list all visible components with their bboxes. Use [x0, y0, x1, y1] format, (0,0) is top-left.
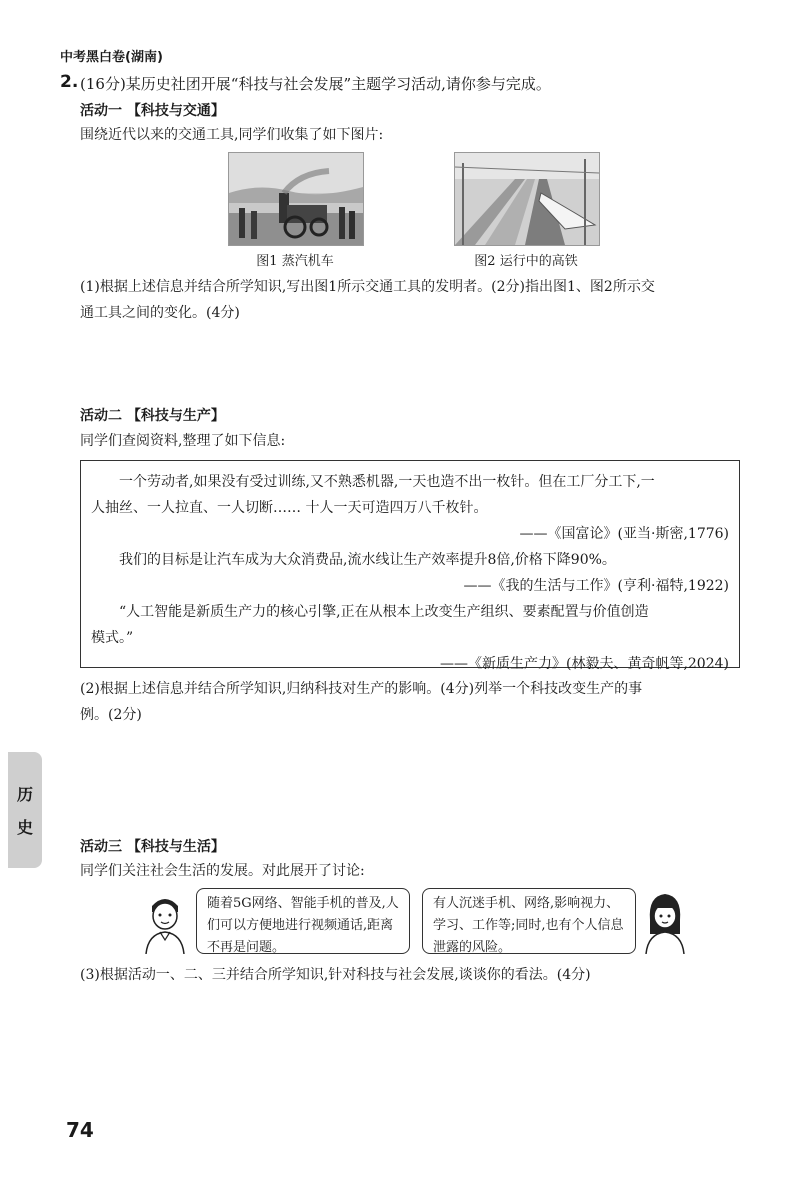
quote1-line2: 人抽丝、一人拉直、一人切断…… 十人一天可造四万八千枚针。 [91, 500, 488, 516]
figure1-caption: 图1 蒸汽机车 [256, 254, 334, 269]
side-tab-char2: 史 [16, 818, 33, 837]
figure1-steam-locomotive [228, 152, 364, 246]
activity2-lead: 同学们查阅资料,整理了如下信息: [80, 433, 286, 449]
question2-line1: (2)根据上述信息并结合所学知识,归纳科技对生产的影响。(4分)列举一个科技改变生产的事 [80, 681, 643, 697]
steam-locomotive-image [229, 153, 363, 245]
activity1-lead: 围绕近代以来的交通工具,同学们收集了如下图片: [80, 127, 384, 143]
question-number: 2. [60, 72, 79, 92]
quote1-line1: 一个劳动者,如果没有受过训练,又不熟悉机器,一天也造不出一枚针。但在工厂分工下,一 [119, 474, 655, 490]
quote3-line1: “人工智能是新质生产力的核心引擎,正在从根本上改变生产组织、要素配置与价值创造 [119, 604, 649, 620]
figure2-high-speed-rail [454, 152, 600, 246]
high-speed-rail-image [455, 153, 599, 245]
boy-icon [140, 892, 190, 954]
boy-illustration [140, 892, 190, 954]
quote-box [80, 460, 740, 672]
speech-bubble-right: 有人沉迷手机、网络,影响视力、学习、工作等;同时,也有个人信息泄露的风险。 [422, 888, 636, 954]
girl-illustration [642, 890, 688, 954]
quote2-source: ——《我的生活与工作》(亨利·福特,1922) [463, 578, 729, 594]
question1 [80, 274, 752, 326]
question2 [80, 676, 752, 728]
question2-line2: 例。(2分) [80, 707, 142, 723]
side-tab-char1: 历 [16, 785, 33, 804]
girl-icon [642, 890, 688, 954]
page-number: 74 [66, 1118, 94, 1142]
question3: (3)根据活动一、二、三并结合所学知识,针对科技与社会发展,谈谈你的看法。(4分) [80, 967, 591, 983]
activity2-title: 活动二 【科技与生产】 [80, 408, 225, 424]
speech-bubble-left: 随着5G网络、智能手机的普及,人们可以方便地进行视频通话,距离不再是问题。 [196, 888, 410, 954]
header-tag: 中考黑白卷(湖南) [60, 50, 163, 65]
subject-side-tab [8, 752, 42, 868]
quote2: 我们的目标是让汽车成为大众消费品,流水线让生产效率提升8倍,价格下降90%。 [119, 552, 616, 568]
question1-line2: 通工具之间的变化。(4分) [80, 305, 240, 321]
question-intro: (16分)某历史社团开展“科技与社会发展”主题学习活动,请你参与完成。 [80, 75, 551, 93]
activity3-title: 活动三 【科技与生活】 [80, 839, 225, 855]
activity3-lead: 同学们关注社会生活的发展。对此展开了讨论: [80, 863, 365, 879]
quote1-source: ——《国富论》(亚当·斯密,1776) [519, 526, 729, 542]
figure2-caption: 图2 运行中的高铁 [474, 254, 578, 269]
quote3-line2: 模式。” [91, 630, 134, 646]
question1-line1: (1)根据上述信息并结合所学知识,写出图1所示交通工具的发明者。(2分)指出图1、图2所示交 [80, 279, 655, 295]
quote3-source: ——《新质生产力》(林毅夫、黄奇帆等,2024) [439, 656, 729, 672]
activity1-title: 活动一 【科技与交通】 [80, 103, 225, 119]
